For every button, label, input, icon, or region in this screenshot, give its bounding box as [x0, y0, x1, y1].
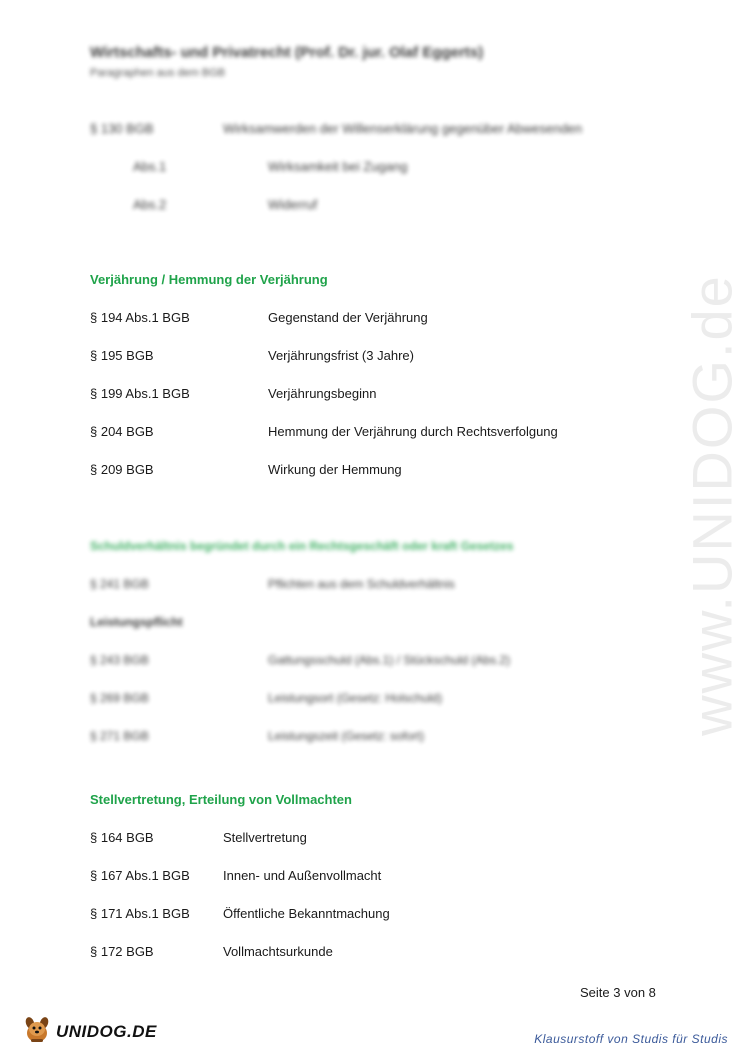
- paragraph-description: Verjährungsfrist (3 Jahre): [268, 348, 414, 363]
- paragraph-ref: § 171 Abs.1 BGB: [90, 906, 190, 921]
- subsection-label: Leistungspflicht: [90, 615, 183, 629]
- paragraph-ref: § 167 Abs.1 BGB: [90, 868, 190, 883]
- unidog-logo: [22, 1014, 157, 1049]
- footer-tagline: Klausurstoff von Studis für Studis: [534, 1032, 728, 1046]
- page-title: Wirtschafts- und Privatrecht (Prof. Dr. jur. Olaf Eggerts): [90, 44, 484, 61]
- paragraph-description: Gegenstand der Verjährung: [268, 310, 428, 325]
- paragraph-description: Innen- und Außenvollmacht: [223, 868, 382, 883]
- paragraph-description: Wirkung der Hemmung: [268, 462, 402, 477]
- section-heading-verjaehrung: Verjährung / Hemmung der Verjährung: [90, 272, 328, 287]
- paragraph-ref: § 195 BGB: [90, 348, 154, 363]
- paragraph-ref: § 194 Abs.1 BGB: [90, 310, 190, 325]
- paragraph-description: Widerruf: [268, 197, 318, 212]
- page-number: Seite 3 von 8: [580, 985, 656, 1000]
- paragraph-description: Gattungsschuld (Abs.1) / Stückschuld (Abs.2): [268, 653, 511, 667]
- paragraph-ref: § 204 BGB: [90, 424, 154, 439]
- section-heading-schuldverhaeltnis: Schuldverhältnis begründet durch ein Rechtsgeschäft oder kraft Gesetzes: [90, 539, 514, 553]
- paragraph-description: Stellvertretung: [223, 830, 307, 845]
- paragraph-ref: Abs.1: [133, 159, 167, 174]
- dog-mascot-icon: [22, 1014, 52, 1049]
- paragraph-description: Wirksamkeit bei Zugang: [268, 159, 408, 174]
- paragraph-ref: § 271 BGB: [90, 729, 149, 743]
- paragraph-ref: § 199 Abs.1 BGB: [90, 386, 190, 401]
- paragraph-description: Pflichten aus dem Schuldverhältnis: [268, 577, 455, 591]
- paragraph-description: Hemmung der Verjährung durch Rechtsverfolgung: [268, 424, 558, 439]
- paragraph-ref: § 209 BGB: [90, 462, 154, 477]
- paragraph-description: Vollmachtsurkunde: [223, 944, 333, 959]
- paragraph-ref: § 164 BGB: [90, 830, 154, 845]
- paragraph-ref: § 241 BGB: [90, 577, 149, 591]
- paragraph-ref: § 130 BGB: [90, 121, 154, 136]
- paragraph-description: Leistungszeit (Gesetz: sofort): [268, 729, 425, 743]
- paragraph-ref: § 269 BGB: [90, 691, 149, 705]
- paragraph-description: Wirksamwerden der Willenserklärung gegenüber Abwesenden: [223, 121, 583, 136]
- paragraph-ref: § 172 BGB: [90, 944, 154, 959]
- page-subtitle: Paragraphen aus dem BGB: [90, 67, 226, 79]
- paragraph-ref: § 243 BGB: [90, 653, 149, 667]
- paragraph-ref: Abs.2: [133, 197, 167, 212]
- section-heading-stellvertretung: Stellvertretung, Erteilung von Vollmachten: [90, 792, 352, 807]
- logo-text: UNIDOG.DE: [56, 1021, 157, 1041]
- watermark: www.UNIDOG.de: [680, 274, 744, 736]
- paragraph-description: Öffentliche Bekanntmachung: [223, 906, 390, 921]
- paragraph-description: Verjährungsbeginn: [268, 386, 377, 401]
- paragraph-description: Leistungsort (Gesetz: Holschuld): [268, 691, 443, 705]
